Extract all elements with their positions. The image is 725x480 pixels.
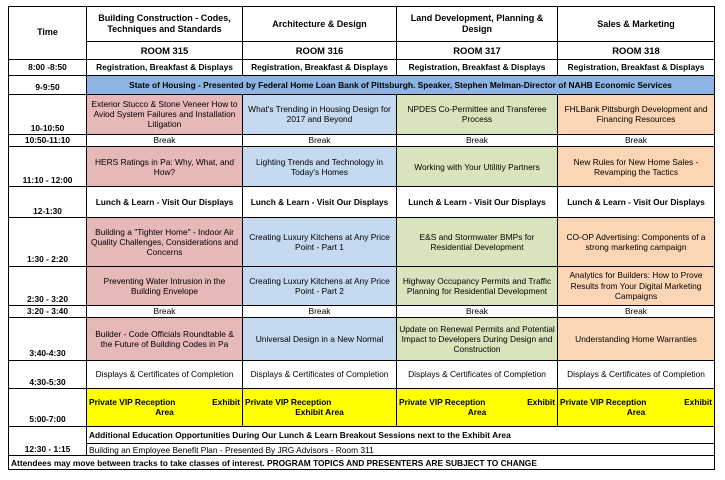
time-cell: 5:00-7:00 [9, 389, 87, 426]
vip-label: Private VIP Reception [560, 397, 647, 408]
break-cell: Break [87, 305, 243, 317]
time-cell: 12:30 - 1:15 [9, 426, 87, 456]
state-of-housing-banner: State of Housing - Presented by Federal Home Loan Bank of Pittsburgh. Speaker, Stephen Melman-Director of NAHB Economic Services [87, 76, 715, 95]
row-230 [9, 266, 715, 305]
room-316: ROOM 316 [243, 42, 397, 60]
vip-reception-cell [558, 389, 715, 426]
break-cell: Break [243, 305, 397, 317]
lunch-cell: Lunch & Learn - Visit Our Displays [243, 187, 397, 218]
time-cell: 10-10:50 [9, 94, 87, 134]
time-header: Time [9, 7, 87, 60]
session-cell: E&S and Stormwater BMPs for Residential Development [397, 218, 558, 266]
vip-area-label: Area [467, 407, 487, 418]
room-row [9, 42, 715, 60]
vip-label: Private VIP Reception [89, 397, 176, 408]
time-cell: 11:10 - 12:00 [9, 147, 87, 187]
row-1110 [9, 147, 715, 187]
room-315: ROOM 315 [87, 42, 243, 60]
lunch-cell: Lunch & Learn - Visit Our Displays [87, 187, 243, 218]
session-cell: Universal Design in a New Normal [243, 318, 397, 360]
vip-area-label: Area [626, 407, 646, 418]
session-cell: FHLBank Pittsburgh Development and Financing Resources [558, 94, 715, 134]
vip-exhibit-label: Exhibit [527, 397, 555, 408]
row-900 [9, 76, 715, 95]
row-430 [9, 360, 715, 389]
track-header-land: Land Development, Planning & Design [397, 7, 558, 42]
track-header-sales: Sales & Marketing [558, 7, 715, 42]
break-cell: Break [397, 305, 558, 317]
break-cell: Break [558, 305, 715, 317]
vip-area-label: Exhibit Area [295, 407, 344, 418]
session-cell: Registration, Breakfast & Displays [558, 59, 715, 75]
time-cell: 3:20 - 3:40 [9, 305, 87, 317]
session-cell: Exterior Stucco & Stone Veneer How to Aviod System Failures and Installation Litigation [87, 94, 243, 134]
session-cell: Registration, Breakfast & Displays [397, 59, 558, 75]
footer-row [9, 456, 715, 470]
session-cell: Creating Luxury Kitchens at Any Price Point - Part 1 [243, 218, 397, 266]
session-cell: Registration, Breakfast & Displays [87, 59, 243, 75]
time-cell: 3:40-4:30 [9, 318, 87, 360]
break-cell: Break [397, 134, 558, 146]
time-cell: 10:50-11:10 [9, 134, 87, 146]
vip-exhibit-label: Exhibit [684, 397, 712, 408]
room-317: ROOM 317 [397, 42, 558, 60]
row-500 [9, 389, 715, 426]
vip-reception-cell [243, 389, 397, 426]
room-318: ROOM 318 [558, 42, 715, 60]
displays-cell: Displays & Certificates of Completion [558, 360, 715, 389]
row-130 [9, 218, 715, 266]
vip-exhibit-label: Exhibit [212, 397, 240, 408]
session-cell: Builder - Code Officials Roundtable & the Future of Building Codes in Pa [87, 318, 243, 360]
session-cell: HERS Ratings in Pa: Why, What, and How? [87, 147, 243, 187]
time-cell: 8:00 -8:50 [9, 59, 87, 75]
time-cell: 4:30-5:30 [9, 360, 87, 389]
education-banner: Additional Education Opportunities During Our Lunch & Learn Breakout Sessions next to the Exhibit Area [87, 426, 715, 444]
row-320 [9, 305, 715, 317]
row-1200 [9, 187, 715, 218]
break-cell: Break [558, 134, 715, 146]
session-cell: What's Trending in Housing Design for 2017 and Beyond [243, 94, 397, 134]
displays-cell: Displays & Certificates of Completion [87, 360, 243, 389]
break-cell: Break [243, 134, 397, 146]
row-extra [9, 444, 715, 456]
session-cell: CO-OP Advertising: Components of a strong marketing campaign [558, 218, 715, 266]
row-1000 [9, 94, 715, 134]
header-row [9, 7, 715, 42]
time-cell: 1:30 - 2:20 [9, 218, 87, 266]
displays-cell: Displays & Certificates of Completion [243, 360, 397, 389]
session-cell: Lighting Trends and Technology in Today's Homes [243, 147, 397, 187]
footer-note: Attendees may move between tracks to take classes of interest. PROGRAM TOPICS AND PRESENTERS ARE SUBJECT TO CHANGE [9, 456, 715, 470]
session-cell: Creating Luxury Kitchens at Any Price Point - Part 2 [243, 266, 397, 305]
session-cell: NPDES Co-Permittee and Transferee Process [397, 94, 558, 134]
track-header-building: Building Construction - Codes, Techniques and Standards [87, 7, 243, 42]
row-1050 [9, 134, 715, 146]
vip-reception-cell [87, 389, 243, 426]
time-cell: 9-9:50 [9, 76, 87, 95]
row-340 [9, 318, 715, 360]
row-1230 [9, 426, 715, 444]
schedule-table [8, 6, 715, 470]
track-header-architecture: Architecture & Design [243, 7, 397, 42]
vip-label: Private VIP Reception [245, 397, 332, 408]
displays-cell: Displays & Certificates of Completion [397, 360, 558, 389]
lunch-cell: Lunch & Learn - Visit Our Displays [558, 187, 715, 218]
vip-reception-cell [397, 389, 558, 426]
row-800 [9, 59, 715, 75]
benefit-plan-session: Building an Employee Benefit Plan - Presented By JRG Advisors - Room 311 [87, 444, 715, 456]
session-cell: Building a "Tighter Home" - Indoor Air Quality Challenges, Considerations and Concerns [87, 218, 243, 266]
session-cell: New Rules for New Home Sales - Revamping the Tactics [558, 147, 715, 187]
time-cell: 12-1:30 [9, 187, 87, 218]
time-cell: 2:30 - 3:20 [9, 266, 87, 305]
lunch-cell: Lunch & Learn - Visit Our Displays [397, 187, 558, 218]
vip-area-label: Area [155, 407, 174, 418]
session-cell: Analytics for Builders: How to Prove Results from Your Digital Marketing Campaigns [558, 266, 715, 305]
session-cell: Registration, Breakfast & Displays [243, 59, 397, 75]
break-cell: Break [87, 134, 243, 146]
session-cell: Update on Renewal Permits and Potential Impact to Developers During Design and Construction [397, 318, 558, 360]
session-cell: Preventing Water Intrusion in the Building Envelope [87, 266, 243, 305]
session-cell: Understanding Home Warranties [558, 318, 715, 360]
session-cell: Working with Your Utilitiy Partners [397, 147, 558, 187]
vip-label: Private VIP Reception [399, 397, 486, 408]
session-cell: Highway Occupancy Permits and Traffic Planning for Residential Development [397, 266, 558, 305]
